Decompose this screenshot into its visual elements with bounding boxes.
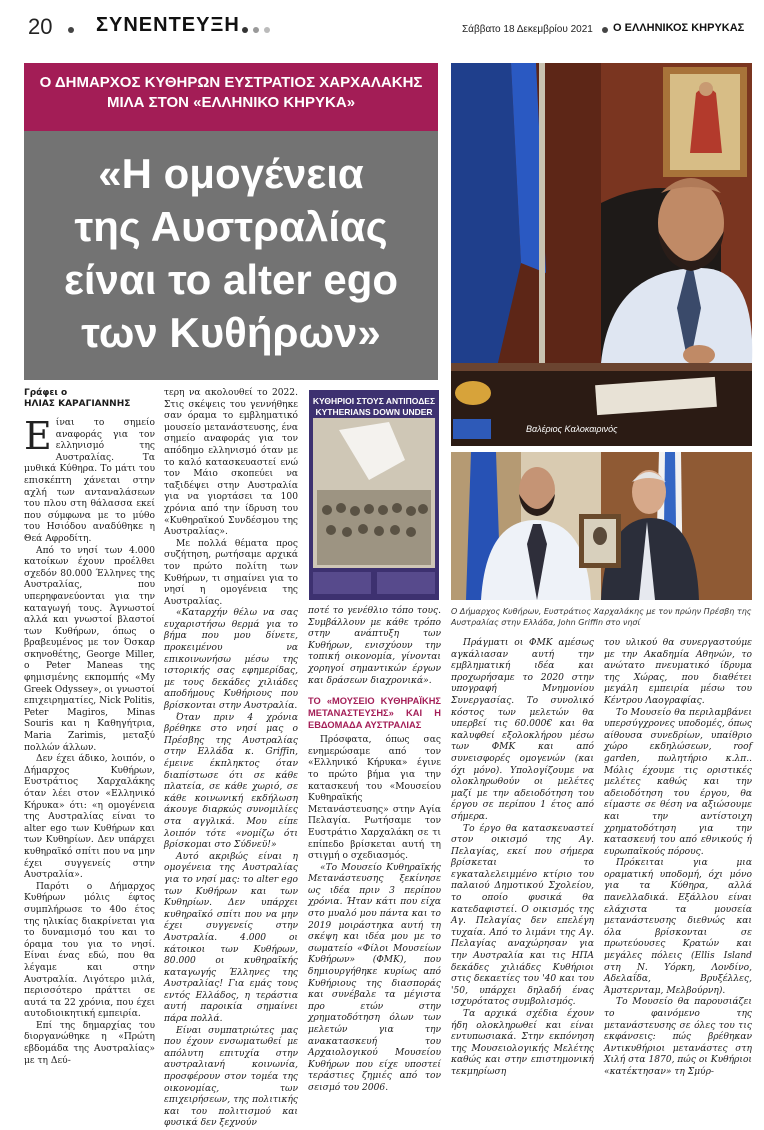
header-dot-icon xyxy=(253,27,259,33)
kicker-line: ΜΙΛΑ ΣΤΟΝ «ΕΛΛΗΝΙΚΟ ΚΗΡΥΚΑ» xyxy=(106,94,356,111)
article-column-4 xyxy=(451,638,594,1077)
headline-line: της Αυστραλίας xyxy=(74,203,388,250)
drop-cap: Ε xyxy=(24,414,52,458)
quote-paragraph: Αυτό ακριβώς είναι η ομογένεια της Αυστραλίας για το νησί μας: το alter ego των Κυθήρων και των Κυθηρίων. Δεν υπάρχει κυθηραϊκό σπίτι που να μην έχει συγγενείς στην Αυστραλία. 4.000 οι κάτοικοι των Κυθήρων, 80.000 οι κυθηραϊκής καταγωγής Έλληνες της Αυστραλίας! Για εμάς τους εντός Ελλάδος, η τεράστια αυτή παροικία σημαίνει πάρα πολλά. xyxy=(164,851,298,1025)
quote-paragraph: Το Μουσείο θα παρουσιάζει το φαινόμενο της μετανάστευσης σε όλες του τις εκφάνσεις: πώς βρέθηκαν Αντικυθήριοι μετανάστες στη Χιλή στα 1870, πώς οι Κυθήριοι «κατέκτησαν» τη Σμύρ- xyxy=(604,997,752,1077)
photo-caption: Ο Δήμαρχος Κυθήρων, Ευστράτιος Χαρχαλάκης με τον πρώην Πρέσβη της Αυστραλίας στην Ελλάδα, John Griffin στο νησί xyxy=(451,607,752,627)
byline-prefix: Γράφει ο xyxy=(24,388,68,398)
paragraph: Παρότι ο Δήμαρχος Κυθήρων μόλις έφτος συμπλήρωσε το 40ο έτος της ηλικίας διακρίνεται για το δυναμισμό του και το όραμα του για το νησί. Είναι ένας εδώ, που θα λέγαμε και στην Αυστραλία. Λιγότερο μιλά, περισσότερο πράττει σε αυτά τα 22 χρόνια, που έχει αυτοδιοικητική εμπειρία. xyxy=(24,881,155,1020)
subheading: ΤΟ «ΜΟΥΣΕΙΟ ΚΥΘΗΡΑΪΚΗΣ ΜΕΤΑΝΑΣΤΕΥΣΗΣ» ΚΑΙ Η ΕΒΔΟΜΑΔΑ ΑΥΣΤΡΑΛΙΑΣ xyxy=(308,696,441,731)
page-header xyxy=(0,0,764,50)
ambassador-photo xyxy=(451,452,752,600)
paragraph-text: ίναι το σημείο αναφοράς για τον ελληνισμό της Αυστραλίας. Τα μυθικά Κύθηρα. Το μάτι του επισκέπτη χάνεται στην αχλή των ανταναλάσεων του πλου στη θάλασσα εκεί που σύμφωνα με το μύθο του Ησιόδου αναδύθηκε η Θεά Αφροδίτη. xyxy=(24,418,155,544)
quote-paragraph: Τα αρχικά σχέδια έχουν ήδη ολοκληρωθεί και είναι εντυπωσιακά. Στην εκπόνηση της Μουσειολογικής Μελέτης καθώς και στην επιστημονική τεκμηρίωση xyxy=(451,1009,594,1077)
newspaper-name: Ο ΕΛΛΗΝΙΚΟΣ ΚΗΡΥΚΑΣ xyxy=(613,22,745,34)
header-dot-icon xyxy=(264,27,270,33)
issue-date: Σάββατο 18 Δεκεμβρίου 2021 xyxy=(462,24,593,35)
kicker-banner xyxy=(24,63,438,131)
headline-line: των Κυθήρων» xyxy=(81,309,381,356)
mayor-photo xyxy=(451,63,752,446)
paragraph: Με πολλά θέματα προς συζήτηση, ρωτήσαμε αρχικά τον πρώτο πολίτη των Κυθήρων, τι σημαίνει για το νησί η ομογένεια της Αυστραλίας. xyxy=(164,538,298,607)
quote-paragraph: Το Μουσείο θα περιλαμβάνει υπερσύγχρονες υποδομές, όπως αίθουσα συνεδρίων, υπαίθριο χώρο εκδηλώσεων, roof garden, πωλητήριο κ.λπ.. Μόλις έχουμε τις οριστικές μελέτες καθώς και την αδειοδότηση του έργου, θα είμαστε σε θέση να αξιώσουμε και την αντίστοιχη χρηματοδότηση για την κατασκευή του από εθνικούς ή ευρωπαϊκούς πόρους. xyxy=(604,707,752,857)
article-column-1 xyxy=(24,388,155,1066)
quote-paragraph: Όταν πριν 4 χρόνια βρέθηκε στο νησί μας ο Πρέσβης της Αυστραλίας στην Ελλάδα κ. Griffin, έμεινε έκπληκτος όταν διαπίστωσε ότι σε κάθε πλατεία, σε κάθε χωριό, σε κάθε κοινωνική εκδήλωση άκουγε διαρκώς συνομιλίες στα αγγλικά. Μου είπε λοιπόν τότε «νομίζω ότι βρίσκομαι στο Σύδνεϋ!» xyxy=(164,712,298,851)
paragraph: τερη να ακολουθεί το 2022. Στις σκέψεις του γεννήθηκε σαν όραμα το εμβληματικό μουσείο μετανάστευσης, ένα σημείο αναφοράς για τον απόδημο ελληνισμό όταν με το καλό κατασκευαστεί ενώ τον Μάιο σκοπεύει να ταξιδέψει στην Αυστραλία για να γιορτάσει τα 100 χρόνια από την ίδρυση του «Κυθηραϊκού Συνδέσμου της Αυστραλίας». xyxy=(164,388,298,538)
header-dot-icon xyxy=(602,27,608,33)
kicker-line: Ο ΔΗΜΑΡΧΟΣ ΚΥΘΗΡΩΝ ΕΥΣΤΡΑΤΙΟΣ ΧΑΡΧΑΛΑΚΗΣ xyxy=(39,74,423,91)
page-number: 20 xyxy=(28,14,53,39)
paragraph: Πρόσφατα, όπως σας ενημερώσαμε από τον «Ελληνικό Κήρυκα» έγινε το πρώτο βήμα για την κατασκευή του «Μουσείου Κυθηραϊκής Μετανάστευσης» στην Αγία Πελαγία. Ρωτήσαμε τον Ευστράτιο Χαρχαλάκη σε τι επίπεδο βρίσκεται αυτή τη στιγμή ο σχεδιασμός. xyxy=(308,735,441,862)
quote-paragraph: Πράγματι οι ΦΜΚ αμέσως αγκάλιασαν αυτή την εμβληματική ιδέα και προχωρήσαμε το 2020 στην υπογραφή Μνημονίου Συνεργασίας. Το συνολικό κόστος των μελετών θα υπερβεί τις 60.000€ και θα καλυφθεί εξολοκλήρου μέσω των ΦΜΚ και από συνεισφορές ομογενών (και όχι μόνο). Υπολογίζουμε να ολοκληρωθούν οι μελέτες μαζί με την αδειοδότηση του έργου σε περίπου 1 έτος από σήμερα. xyxy=(451,638,594,822)
paragraph: Δεν έχει άδικο, λοιπόν, ο Δήμαρχος Κυθήρων, Ευστράτιος Χαρχαλάκης όταν λέει στον «Ελληνικό Κήρυκα» ότι: «η ομογένεια της Αυστραλίας είναι το alter ego των Κυθήρων και των Κυθηρίων. Δεν υπάρχει κυθηραϊκό σπίτι που να μην έχει συγγενείς στην Αυστραλία». xyxy=(24,754,155,881)
byline-author: ΗΛΙΑΣ ΚΑΡΑΓΙΑΝΝΗΣ xyxy=(24,399,131,409)
quote-paragraph: «Καταρχήν θέλω να σας ευχαριστήσω θερμά για το βήμα που μου δίνετε, προκειμένου να επικοινωνήσω μέσω της ιστορικής σας εφημερίδας, με τους δεκάδες χιλιάδες αποδήμους Κυθήριους που βρίσκονται στην Αυστραλία. xyxy=(164,608,298,712)
book-cover-art xyxy=(309,390,439,600)
quote-paragraph: Το έργο θα κατασκευαστεί στον οικισμό της Αγ. Πελαγίας, εκεί που σήμερα βρίσκεται το εγκαταλελειμμένο κτίριο του παλαιού Δημοτικού Σχολείου, το οποίο φυσικά θα κατεδαφιστεί. Ο οικισμός της Αγ. Πελαγίας δεν επελέγη τυχαία. Από το λιμάνι της Αγ. Πελαγίας αναχώρησαν για την Αυστραλία και τις ΗΠΑ δεκάδες χιλιάδες Κυθήριοι στις δεκαετίες του '40 και του '50, υπάρχει δηλαδή ένας ισχυρότατος συμβολισμός. xyxy=(451,823,594,1008)
quote-paragraph: Είναι συμπατριώτες μας που έχουν ενσωματωθεί με απόλυτη επιτυχία στην αυστραλιανή κοινωνία, προσφέρουν στον τομέα της οικονομίας, των επιχειρήσεων, της πολιτικής και του πολιτισμού και φυσικά δεν ξεχνούν xyxy=(164,1025,298,1129)
ambassador-photo-art xyxy=(451,452,752,600)
byline xyxy=(24,388,155,410)
paragraph: Επί της δημαρχίας του διοργανώθηκε η «Πρώτη εβδομάδα της Αυστραλίας» με τη Δεύ- xyxy=(24,1020,155,1066)
quote-paragraph: ποτέ το γενέθλιο τόπο τους. Συμβάλλουν με κάθε τρόπο στην ανάπτυξη των Κυθήρων, ενισχύουν την τοπική οικονομία, γίνονται χορηγοί σημαντικών έργων και δράσεων διαχρονικά». xyxy=(308,606,441,686)
book-title-gr: ΚΥΘΗΡΙΟΙ ΣΤΟΥΣ ΑΝΤΙΠΟΔΕΣ xyxy=(312,396,436,406)
headline-line: «Η ομογένεια xyxy=(98,150,364,197)
article-column-3 xyxy=(308,606,441,1093)
quote-paragraph: Πρόκειται για μια οραματική υποδομή, όχι μόνο για τα Κύθηρα, αλλά πανελλαδικά. Εξάλλου είναι ελάχιστα τα μουσεία μετανάστευσης διεθνώς και όλα βρίσκονται σε πρωτεύουσες Κρατών και μεγάλες πόλεις (Ellis Island στη Ν. Υόρκη, Λονδίνο, Αδελαΐδα, Βρυξέλλες, Άμστερνταμ, Μελβούρνη). xyxy=(604,858,752,996)
headline xyxy=(24,131,438,380)
mayor-photo-art xyxy=(451,63,752,446)
header-dot-icon xyxy=(242,27,248,33)
photo-credit: Βαλέριος Καλοκαιρινός xyxy=(526,424,618,434)
book-cover xyxy=(309,390,439,600)
article-column-5 xyxy=(604,638,752,1077)
paragraph: Από το νησί των 4.000 κατοίκων έχουν προέλθει σχεδόν 80.000 Έλληνες της Αυστραλίας, που υπερηφανεύονται για την καταγωγή τους. Άγνωστοί αλλά και γνωστοί βλαστοί των Κυθήρων, όπως ο βραβευμένος με τον Όσκαρ σκηνοθέτης, George Miller, ο Peter Maneas της φημισμένης εκπομπής «My Greek Odyssey», οι γνωστοί επιχειρηματίες, Nick Politis, Peter Magiros, Minas Souris και η Καθηγήτρια, Maria Zarimis, μεταξύ πολλών άλλων. xyxy=(24,545,155,753)
section-title: ΣΥΝΕΝΤΕΥΞΗ xyxy=(96,14,240,36)
header-dot-icon xyxy=(68,27,74,33)
book-title-en: KYTHERIANS DOWN UNDER xyxy=(315,407,433,417)
book-title xyxy=(309,396,439,418)
article-column-2 xyxy=(164,388,298,1129)
quote-paragraph: «Το Μουσείο Κυθηραϊκής Μετανάστευσης ξεκίνησε ως ιδέα πριν 3 περίπου χρόνια. Ήταν κάτι που είχα στο μυαλό μου πάντα και το 2019 μοιράστηκα αυτή τη σκέψη και ιδέα μου με το σωματείο «Φίλοι Μουσείων Κυθήρων» (ΦΜΚ), που δημιουργήθηκε κυρίως από Κυθήριους της διασποράς και συνέβαλε τα μέγιστα προ ετών στην χρηματοδότηση όλων των μελετών για την ανακατασκευή του Αρχαιολογικού Μουσείου Κυθήρων που είχε υποστεί τεράστιες ζημιές από τον σεισμό του 2006. xyxy=(308,862,441,1093)
headline-line: είναι το alter ego xyxy=(63,256,399,303)
quote-paragraph: του υλικού θα συνεργαστούμε με την Ακαδημία Αθηνών, το ανώτατο πνευματικό ίδρυμα της Χώρας, που διαθέτει μεγάλη εμπειρία μέσω του Κέντρου Λαογραφίας. xyxy=(604,638,752,706)
paragraph xyxy=(24,414,155,546)
